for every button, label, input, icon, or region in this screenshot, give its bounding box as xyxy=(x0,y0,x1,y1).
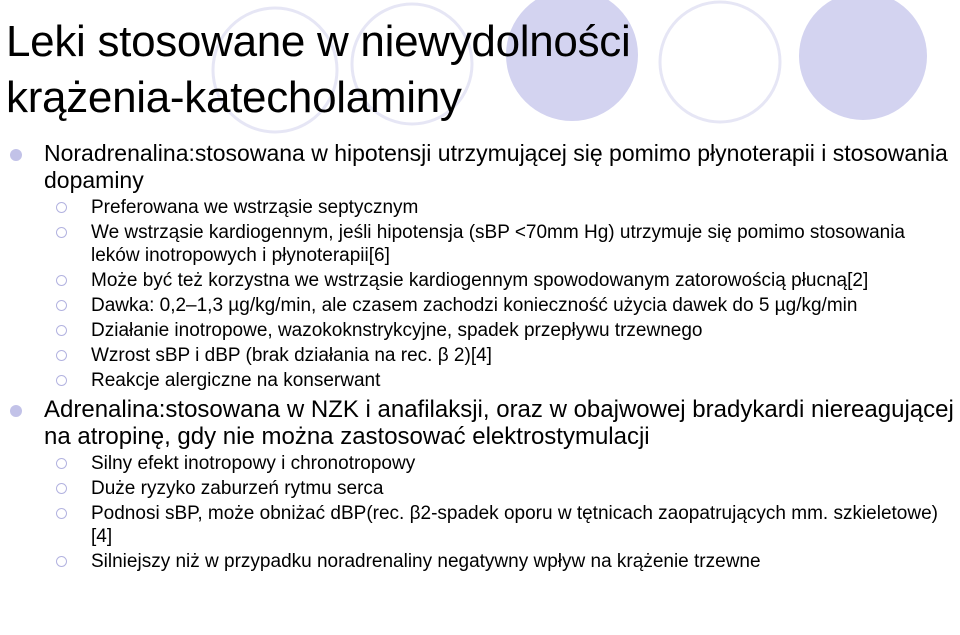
bullet-level2-text: Może być też korzystna we wstrząsie kardiogennym spowodowanym zatorowością płucną[2] xyxy=(91,270,869,291)
bullet-level2 xyxy=(0,319,960,342)
bullet-level1 xyxy=(0,396,960,450)
bullet-ring-icon xyxy=(56,483,67,494)
bullet-level1-text: Adrenalina:stosowana w NZK i anafilaksji, oraz w obajwowej bradykardi niereagującej na atropinę, gdy nie można zastosować elektrostymulacji xyxy=(44,396,954,450)
bullet-ring-icon xyxy=(56,325,67,336)
bullet-level2 xyxy=(0,294,960,317)
bullet-ring-icon xyxy=(56,458,67,469)
bullet-level2 xyxy=(0,452,960,475)
bullet-ring-icon xyxy=(56,202,67,213)
bullet-level2 xyxy=(0,196,960,219)
bullet-ring-icon xyxy=(56,300,67,311)
bullet-ring-icon xyxy=(56,508,67,519)
bullet-level2-text: Duże ryzyko zaburzeń rytmu serca xyxy=(91,478,384,499)
bullet-ring-icon xyxy=(56,556,67,567)
bullet-level2 xyxy=(0,269,960,292)
bullet-dot-icon xyxy=(10,149,22,161)
bullet-level2-text: Wzrost sBP i dBP (brak działania na rec. β 2)[4] xyxy=(91,345,492,366)
bullet-ring-icon xyxy=(56,227,67,238)
bullet-level2-text: Podnosi sBP, może obniżać dBP(rec. β2-spadek oporu w tętnicach zaopatrujących mm. szkieletowe)[4] xyxy=(91,503,938,547)
bullet-level2-text: Działanie inotropowe, wazokoknstrykcyjne, spadek przepływu trzewnego xyxy=(91,320,703,341)
bullet-level2-text: Silniejszy niż w przypadku noradrenaliny negatywny wpływ na krążenie trzewne xyxy=(91,551,761,572)
title-line-2: krążenia-katecholaminy xyxy=(6,73,462,122)
bullet-level1-text: Noradrenalina:stosowana w hipotensji utrzymującej się pomimo płynoterapii i stosowania dopaminy xyxy=(44,140,948,193)
bullet-level2 xyxy=(0,477,960,500)
bullet-ring-icon xyxy=(56,275,67,286)
bullet-level1 xyxy=(0,140,960,194)
bullet-level2 xyxy=(0,344,960,367)
bullet-level2-text: We wstrząsie kardiogennym, jeśli hipotensja (sBP <70mm Hg) utrzymuje się pomimo stosowania leków inotropowych i płynoterapii[6] xyxy=(91,222,905,266)
bullet-ring-icon xyxy=(56,375,67,386)
bullet-level2-text: Silny efekt inotropowy i chronotropowy xyxy=(91,453,416,474)
bullet-dot-icon xyxy=(10,405,22,417)
bullet-level2 xyxy=(0,221,960,267)
bullet-ring-icon xyxy=(56,350,67,361)
bullet-level2 xyxy=(0,550,960,573)
slide-title xyxy=(6,14,766,126)
group-noradrenalina xyxy=(0,140,960,392)
bullet-level2-text: Preferowana we wstrząsie septycznym xyxy=(91,197,419,218)
circle-filled-2 xyxy=(799,0,927,120)
title-line-1: Leki stosowane w niewydolności xyxy=(6,17,631,66)
bullet-level2-text: Reakcje alergiczne na konserwant xyxy=(91,370,381,391)
group-adrenalina xyxy=(0,396,960,573)
bullet-level2 xyxy=(0,369,960,392)
bullet-level2 xyxy=(0,502,960,548)
slide-content xyxy=(0,138,960,573)
bullet-level2-text: Dawka: 0,2–1,3 µg/kg/min, ale czasem zachodzi konieczność użycia dawek do 5 µg/kg/min xyxy=(91,295,858,316)
